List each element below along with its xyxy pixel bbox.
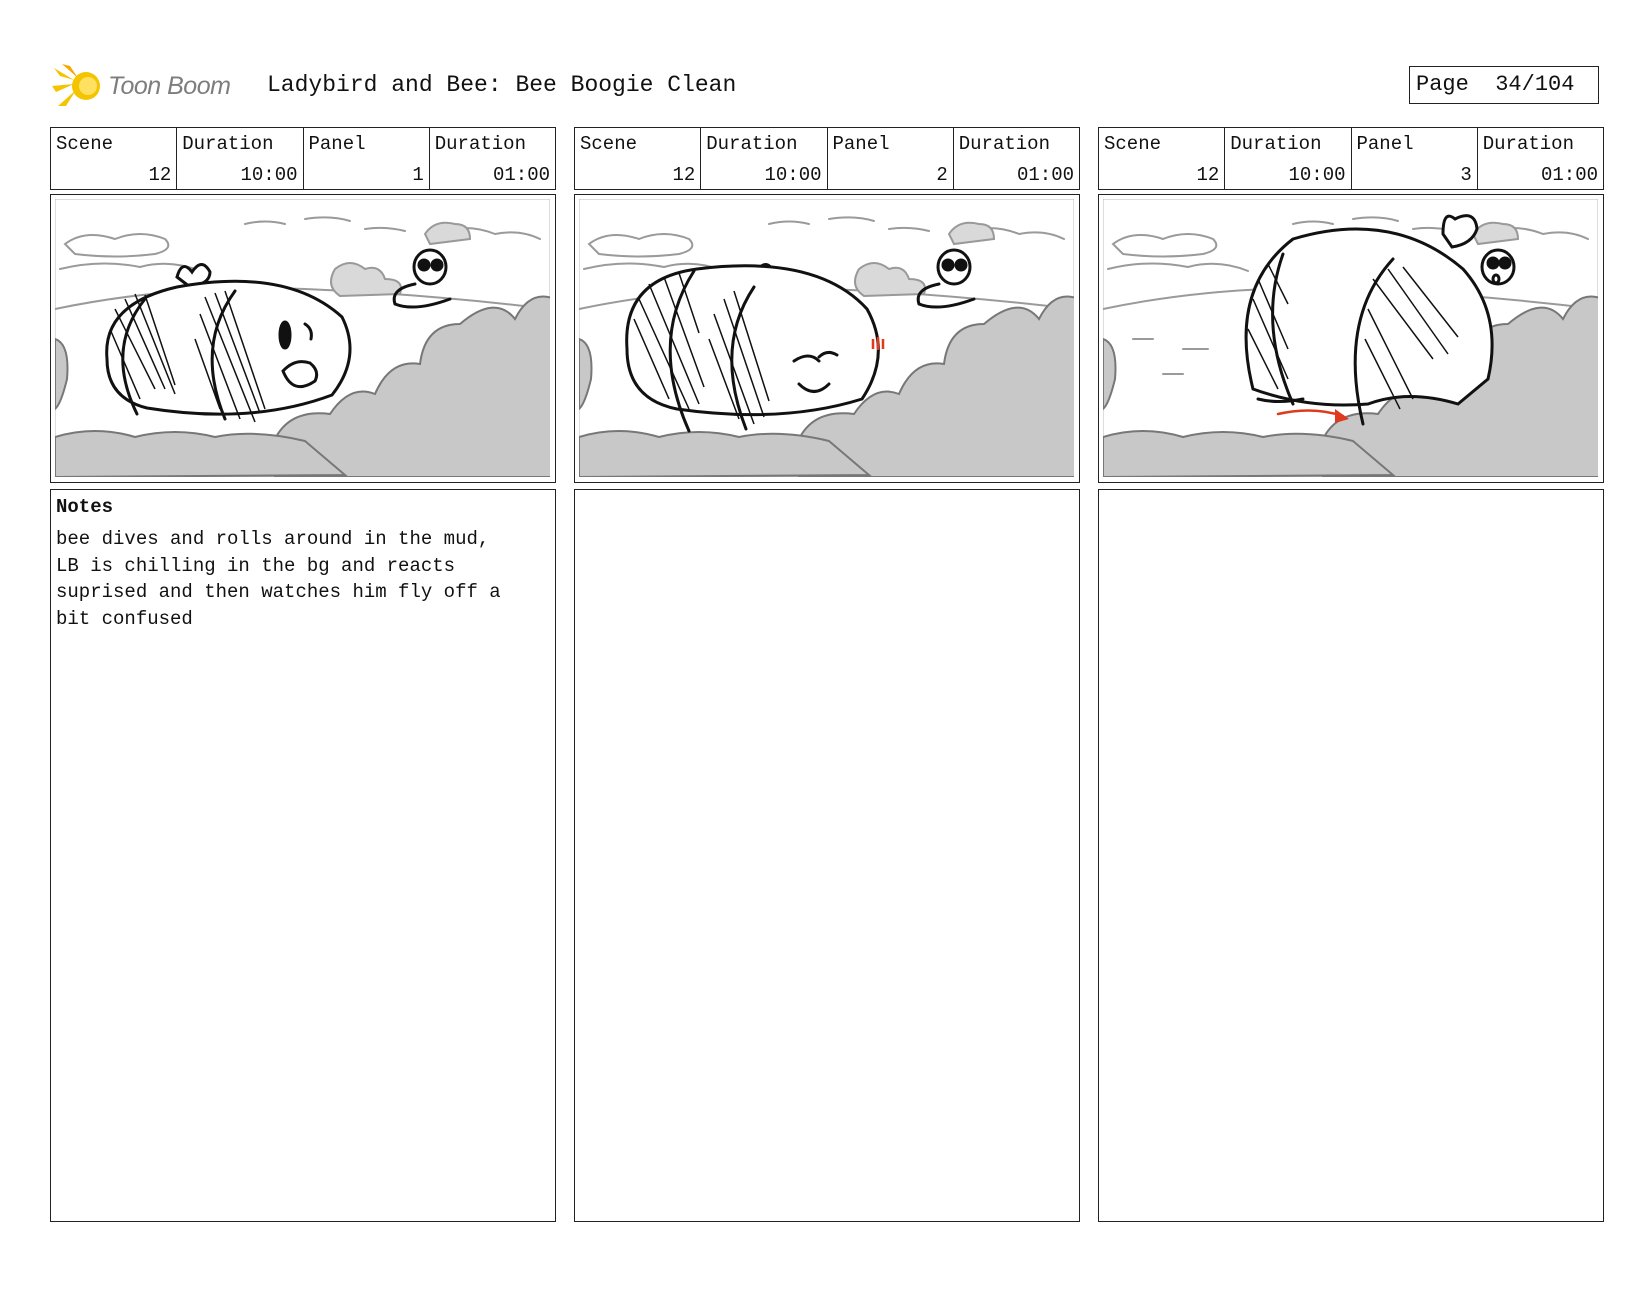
- logo-text: Toon Boom: [108, 72, 231, 100]
- panel-number: 1: [412, 164, 424, 186]
- panel-image[interactable]: [1098, 194, 1604, 483]
- panel-number: 2: [936, 164, 948, 186]
- panel-label: Panel: [308, 133, 366, 155]
- scene-number: 12: [148, 164, 172, 186]
- board-title: Ladybird and Bee: Bee Boogie Clean: [267, 72, 737, 98]
- panel-image[interactable]: [574, 194, 1080, 483]
- panel-duration: 01:00: [1540, 164, 1598, 186]
- page-label: Page: [1416, 72, 1469, 97]
- scene-cell: [51, 128, 177, 189]
- panel-label: Panel: [1356, 133, 1414, 155]
- scene-duration-cell: [701, 128, 827, 189]
- duration-label: Duration: [1482, 133, 1574, 155]
- scene-label: Scene: [580, 133, 638, 155]
- panel-number: 3: [1460, 164, 1472, 186]
- panel-cell: [304, 128, 430, 189]
- sketch-bee-dive: [55, 199, 550, 477]
- sketch-bee-flip: [1103, 199, 1598, 477]
- panel-duration-cell: [430, 128, 555, 189]
- panel-duration-cell: [1478, 128, 1603, 189]
- scene-cell: [1099, 128, 1225, 189]
- notes-box[interactable]: [50, 489, 556, 1222]
- scene-number: 12: [672, 164, 696, 186]
- panel-duration: 01:00: [1016, 164, 1074, 186]
- notes-text: bee dives and rolls around in the mud, LB is chilling in the bg and reacts suprised and then watches him fly off a bit confused: [56, 528, 501, 630]
- duration-label: Duration: [958, 133, 1050, 155]
- scene-duration-cell: [177, 128, 303, 189]
- panel-duration-cell: [954, 128, 1079, 189]
- star-burst-icon: [52, 62, 108, 112]
- panel-duration: 01:00: [492, 164, 550, 186]
- page-indicator: [1409, 66, 1599, 104]
- sketch-bee-rolling: [579, 199, 1074, 477]
- duration-label: Duration: [182, 133, 274, 155]
- panel-info-row: [50, 127, 556, 190]
- scene-duration: 10:00: [240, 164, 298, 186]
- scene-duration: 10:00: [1288, 164, 1346, 186]
- panel-cell: [828, 128, 954, 189]
- panel-image[interactable]: [50, 194, 556, 483]
- scene-label: Scene: [1104, 133, 1162, 155]
- panel-info-row: [1098, 127, 1604, 190]
- panel-info-row: [574, 127, 1080, 190]
- page-number: 34/104: [1495, 72, 1575, 97]
- notes-box[interactable]: [1098, 489, 1604, 1222]
- scene-cell: [575, 128, 701, 189]
- duration-label: Duration: [706, 133, 798, 155]
- notes-box[interactable]: [574, 489, 1080, 1222]
- page-header: [52, 58, 1602, 110]
- panel-cell: [1352, 128, 1478, 189]
- scene-number: 12: [1196, 164, 1220, 186]
- panel-label: Panel: [832, 133, 890, 155]
- scene-duration-cell: [1225, 128, 1351, 189]
- scene-duration: 10:00: [764, 164, 822, 186]
- toon-boom-logo: [52, 62, 252, 112]
- duration-label: Duration: [1230, 133, 1322, 155]
- scene-label: Scene: [56, 133, 114, 155]
- notes-title: Notes: [56, 496, 114, 518]
- duration-label: Duration: [434, 133, 526, 155]
